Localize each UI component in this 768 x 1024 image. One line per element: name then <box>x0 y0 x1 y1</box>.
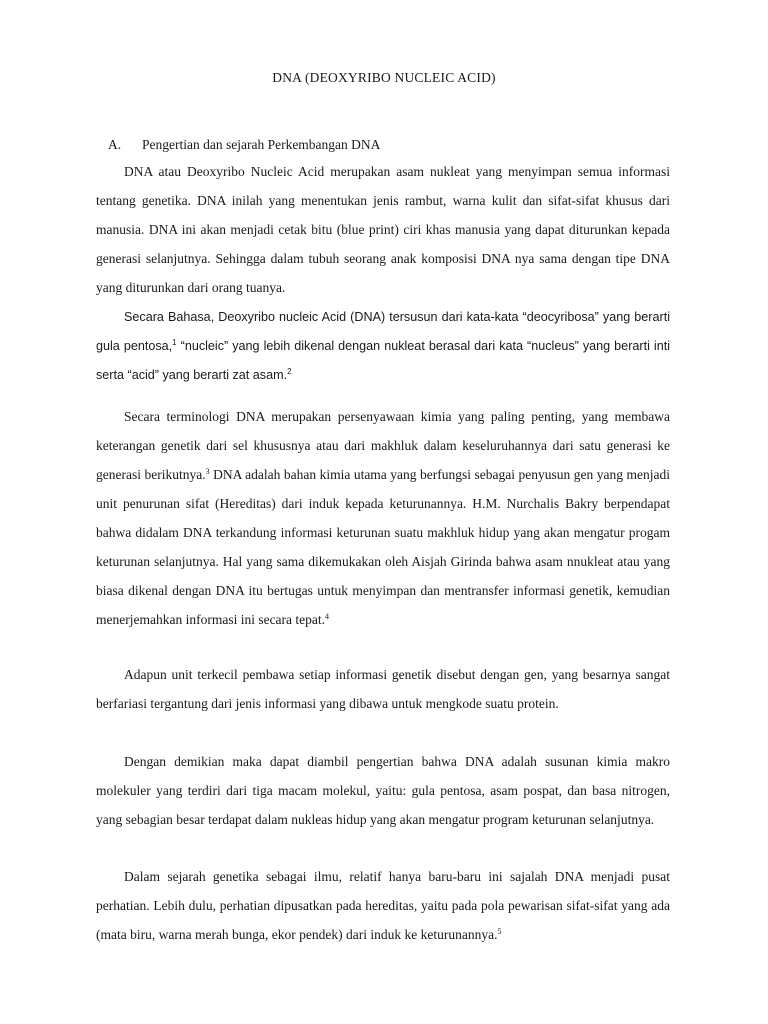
section-heading-text: Pengertian dan sejarah Perkembangan DNA <box>142 137 381 152</box>
footnote-ref-3: 3 <box>205 467 210 476</box>
paragraph-terminology <box>96 402 670 634</box>
paragraph-terminology-text-b: DNA adalah bahan kimia utama yang berfungsi sebagai penyusun gen yang menjadi unit penurunan sifat (Hereditas) dari induk kepada keturunannya. H.M. Nurchalis Bakry berpendapat bahwa didalam DNA terkandung informasi keturunan suatu makhluk hidup yang akan mengatur progam keturunan selanjutnya. Hal yang sama dikemukakan oleh Aisjah Girinda bahwa asam nnukleat atau yang biasa dikenal dengan DNA itu bertugas untuk menyimpan dan mentransfer informasi genetik, kemudian menerjemahkan informasi ini secara tepat. <box>96 467 670 627</box>
paragraph-definition: DNA atau Deoxyribo Nucleic Acid merupakan asam nukleat yang menyimpan semua informasi tentang genetika. DNA inilah yang menentukan jenis rambut, warna kulit dan sifat-sifat khusus dari manusia. DNA ini akan menjadi cetak bitu (blue print) ciri khas manusia yang dapat diturunkan kepada generasi selanjutnya. Sehingga dalam tubuh seorang anak komposisi DNA nya sama dengan tipe DNA yang diturunkan dari orang tuanya. <box>96 164 670 295</box>
paragraph-etymology <box>96 303 670 390</box>
footnote-ref-5: 5 <box>497 927 502 936</box>
section-marker: A. <box>108 137 122 152</box>
paragraph-etymology-text-a: Secara Bahasa, Deoxyribo nucleic Acid (DNA) tersusun dari kata-kata “deocyribosa” yang berarti gula pentosa, <box>96 310 670 353</box>
footnote-ref-2: 2 <box>287 367 292 376</box>
footnote-ref-1: 1 <box>172 338 177 347</box>
footnote-ref-4: 4 <box>325 612 330 621</box>
paragraph-gene-unit: Adapun unit terkecil pembawa setiap informasi genetik disebut dengan gen, yang besarnya sangat berfariasi tergantung dari jenis informasi yang dibawa untuk mengkode suatu protein. <box>96 667 670 711</box>
paragraph-history-text: Dalam sejarah genetika sebagai ilmu, relatif hanya baru-baru ini sajalah DNA menjadi pusat perhatian. Lebih dulu, perhatian dipusatkan pada hereditas, yaitu pada pola pewarisan sifat-sifat yang ada (mata biru, warna merah bunga, ekor pendek) dari induk ke keturunannya. <box>96 869 670 942</box>
paragraph-etymology-text-b: “nucleic” yang lebih dikenal dengan nukleat berasal dari kata “nucleus” yang berarti inti serta “acid” yang berarti zat asam. <box>96 339 671 382</box>
document-title: DNA (DEOXYRIBO NUCLEIC ACID) <box>272 70 496 85</box>
paragraph-conclusion: Dengan demikian maka dapat diambil pengertian bahwa DNA adalah susunan kimia makro molekuler yang terdiri dari tiga macam molekul, yaitu: gula pentosa, asam pospat, dan basa nitrogen, yang sebagian besar terdapat dalam nukleas hidup yang akan mengatur program keturunan selanjutnya. <box>96 754 670 827</box>
paragraph-terminology-text-a: Secara terminologi DNA merupakan persenyawaan kimia yang paling penting, yang membawa keterangan genetik dari sel khususnya atau dari makhluk dalam keseluruhannya dari satu generasi ke generasi berikutnya. <box>96 409 670 482</box>
section-heading <box>108 137 380 153</box>
paragraph-history <box>96 862 670 949</box>
